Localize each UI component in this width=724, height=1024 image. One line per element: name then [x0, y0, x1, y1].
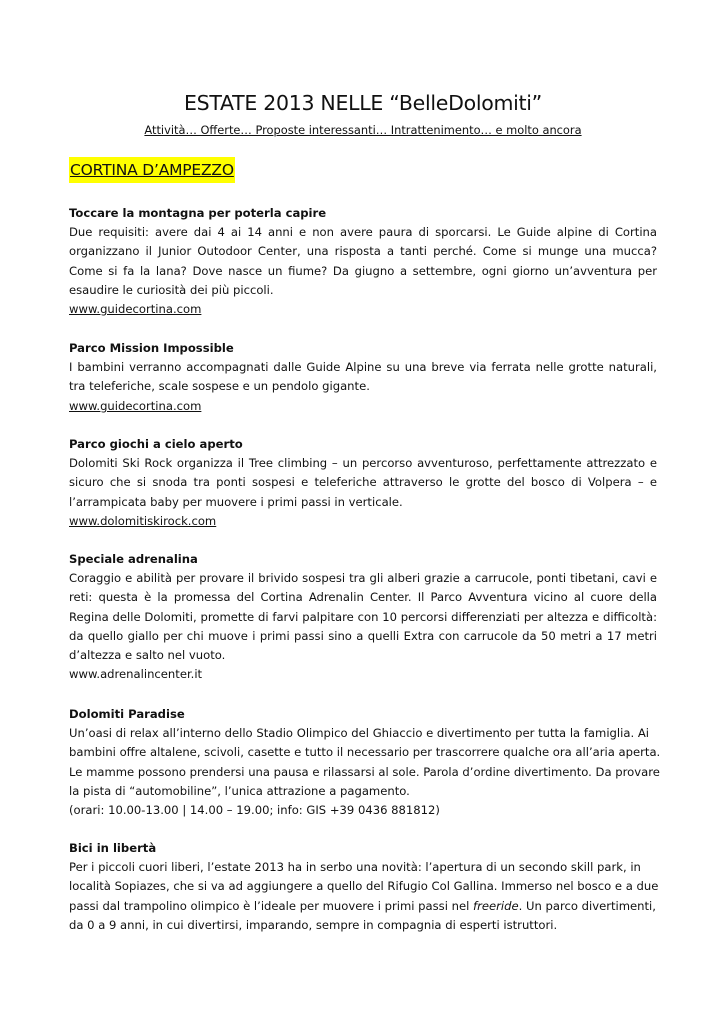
website-link[interactable]: www.guidecortina.com — [69, 398, 202, 413]
article-line: Le mamme possono prendersi una pausa e rilassarsi al sole. Parola d’ordine divertimento. Da provare — [69, 764, 660, 779]
article-body: I bambini verranno accompagnati dalle Guide Alpine su una breve via ferrata nelle grotte naturali, tra teleferiche, scale sospese e un pendolo gigante. — [69, 360, 657, 394]
article-text: . Un parco divertimenti, — [518, 898, 656, 913]
article-line: la pista di “automobiline”, l’unica attrazione a pagamento. — [69, 783, 410, 798]
article-speciale-adrenalina — [69, 550, 657, 684]
article-line: bambini offre altalene, scivoli, casette e tutto il necessario per trascorrere qualche ora all’aria aperta. — [69, 745, 661, 760]
article-line — [69, 897, 657, 916]
article-heading: Bici in libertà — [69, 841, 157, 855]
article-heading: Parco giochi a cielo aperto — [69, 437, 243, 451]
article-text: passi dal trampolino olimpico è l’ideale per muovere i primi passi nel — [69, 898, 473, 913]
article-body: Coraggio e abilità per provare il brivido sospesi tra gli alberi grazie a carrucole, ponti tibetani, cavi e reti: questa è la promessa del Cortina Adrenalin Center. Il Parco Avventura vicino al cuore della Regina delle Dolomiti, promette di farvi palpitare con 10 percorsi differenziati per altezza e difficoltà: da quello giallo per chi muove i primi passi sino a quelli Extra con carrucole da 50 metri a 17 metri d’altezza e salto nel vuoto. — [69, 571, 657, 663]
article-heading: Speciale adrenalina — [69, 552, 198, 566]
italic-term: freeride — [473, 898, 519, 913]
article-parco-mission-impossible — [69, 339, 657, 416]
article-body: Dolomiti Ski Rock organizza il Tree climbing – un percorso avventuroso, perfettamente attrezzato e sicuro che si snoda tra ponti sospesi e teleferiche attraverso le grotte del bosco di Volpera – e l’arrampicata baby per muovere i primi passi in verticale. — [69, 456, 657, 509]
document-title: ESTATE 2013 NELLE “BelleDolomiti” — [184, 91, 542, 115]
article-heading: Dolomiti Paradise — [69, 707, 185, 721]
article-parco-giochi — [69, 435, 657, 531]
website-url: www.adrenalincenter.it — [69, 667, 203, 682]
article-line: Un’oasi di relax all’interno dello Stadio Olimpico del Ghiaccio e divertimento per tutta la famiglia. Ai — [69, 726, 649, 741]
website-link[interactable]: www.guidecortina.com — [69, 302, 202, 317]
article-heading: Parco Mission Impossible — [69, 341, 234, 355]
article-line: Per i piccoli cuori liberi, l’estate 2013 ha in serbo una novità: l’apertura di un secondo skill park, in — [69, 860, 641, 875]
article-toccare-la-montagna — [69, 204, 657, 319]
article-dolomiti-paradise — [69, 705, 661, 820]
article-line: da 0 a 9 anni, in cui divertirsi, imparando, sempre in compagnia di esperti istruttori. — [69, 917, 558, 932]
article-line: località Sopiazes, che si va ad aggiungere a quello del Rifugio Col Gallina. Immerso nel bosco e a due — [69, 879, 659, 894]
document-subtitle: Attività… Offerte… Proposte interessanti… Intrattenimento… e molto ancora — [144, 123, 582, 137]
article-heading: Toccare la montagna per poterla capire — [69, 206, 327, 220]
website-link[interactable]: www.dolomitiskirock.com — [69, 513, 217, 528]
section-heading-cortina: CORTINA D’AMPEZZO — [69, 157, 235, 183]
article-body: Due requisiti: avere dai 4 ai 14 anni e non avere paura di sporcarsi. Le Guide alpine di Cortina organizzano il Junior Outodoor Center, una risposta a tanti perché. Come si munge una mucca? Come si fa la lana? Dove nasce un fiume? Da giugno a settembre, ogni giorno un’avventura per esaudire le curiosità dei più piccoli. — [69, 225, 657, 297]
opening-hours-info: (orari: 10.00-13.00 | 14.00 – 19.00; info: GIS +39 0436 881812) — [69, 803, 440, 818]
article-bici-in-liberta — [69, 839, 657, 935]
